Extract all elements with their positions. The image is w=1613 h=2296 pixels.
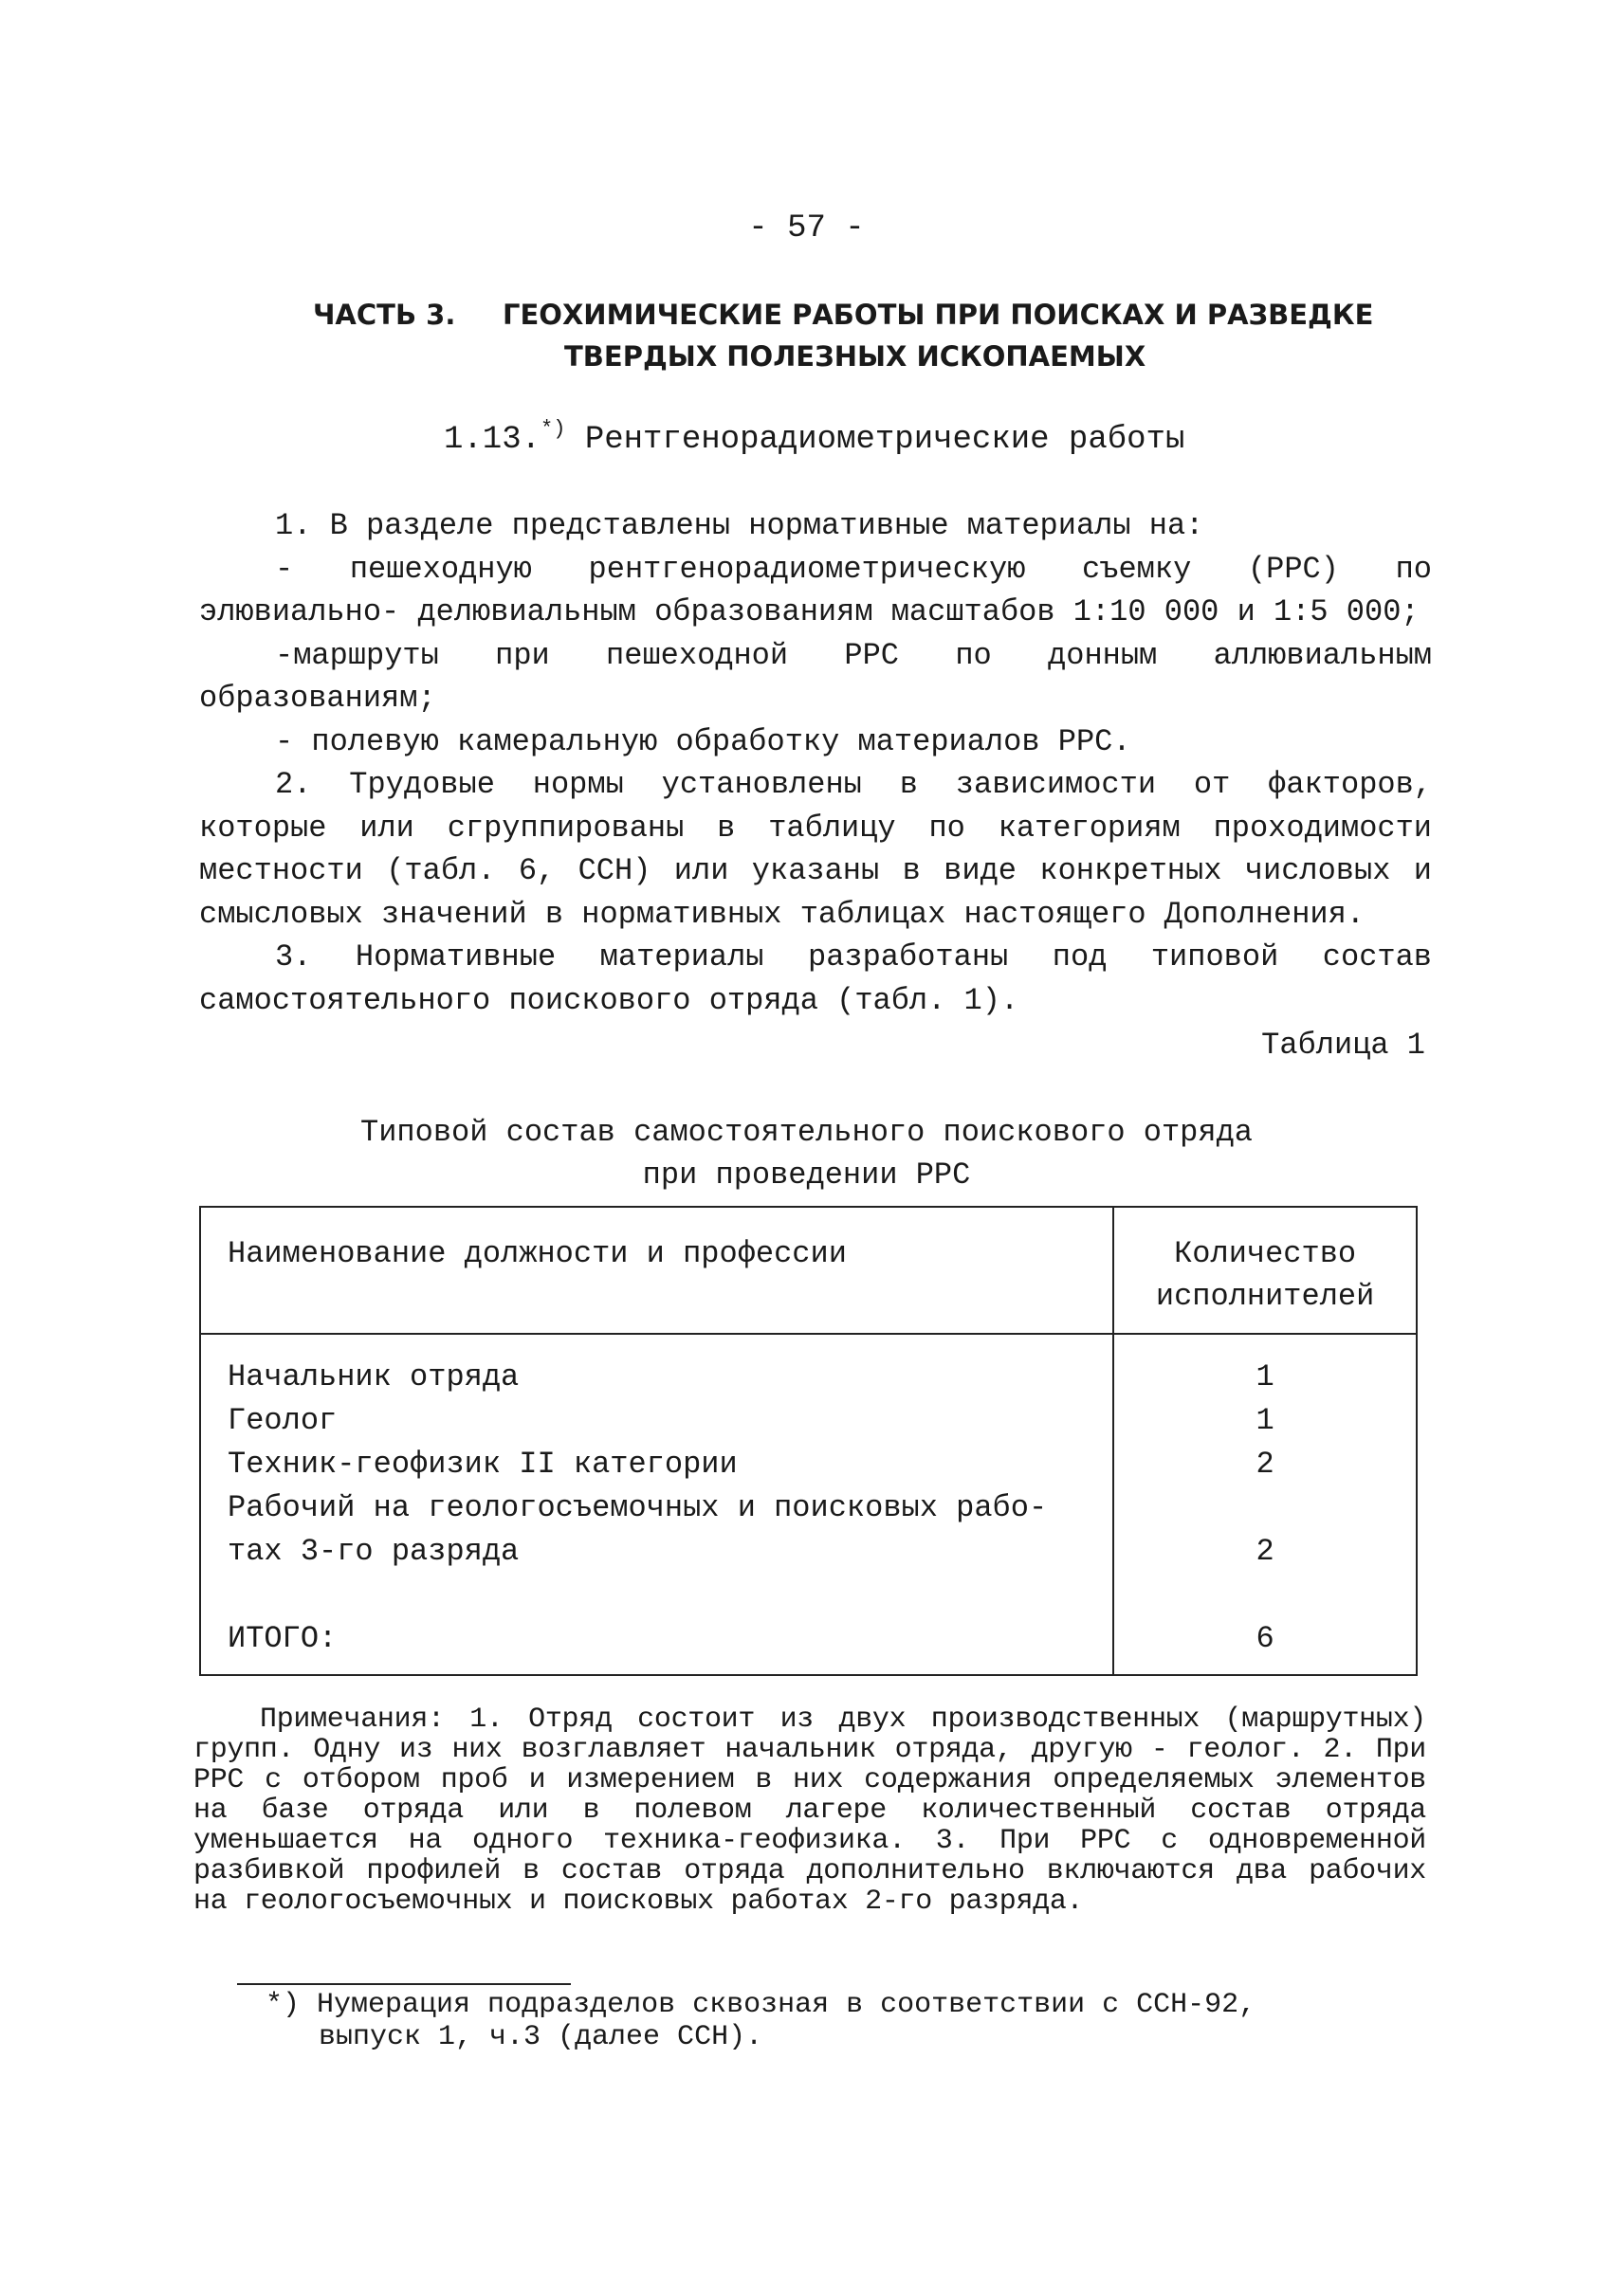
row-name-line1: Рабочий на геологосъемочных и поисковых рабо- — [228, 1490, 1048, 1525]
footnote-line2: выпуск 1, ч.3 (далее ССН). — [319, 2021, 763, 2053]
paragraph: 1. В разделе представлены нормативные материалы на: — [275, 508, 1204, 543]
table-row — [200, 1334, 1417, 1399]
section-footnote-mark: *) — [541, 417, 566, 441]
paragraph: - пешеходную рентгенорадиометрическую съемку (РРС) по элювиально- делювиальным образованиям масштабов 1:10 000 и 1:5 000; — [199, 551, 1432, 629]
notes-text: Примечания: 1. Отряд состоит из двух производственных (маршрутных) групп. Одну из них возглавляет начальник отряда, другую - геолог. 2. При РРС с отбором проб и измерением в них содержания определяемых элементов на базе отряда или в полевом лагере количественный состав отряда уменьшается на одного техника-геофизика. 3. При РРС с одновременной разбивкой профилей в состав отряда дополнительно включаются два рабочих на геологосъемочных и поисковых работах 2-го разряда. — [193, 1704, 1426, 1918]
paragraph: -маршруты при пешеходной РРС по донным аллювиальным образованиям; — [199, 637, 1432, 716]
header-qty — [1113, 1207, 1417, 1334]
part-title-line1: ГЕОХИМИЧЕСКИЕ РАБОТЫ ПРИ ПОИСКАХ И РАЗВЕДКЕ — [503, 299, 1374, 331]
footnote-divider — [237, 1983, 571, 1985]
staff-table-wrapper — [199, 1206, 1418, 1676]
footnote — [266, 1989, 1422, 2053]
header-qty-line1: Количество — [1174, 1236, 1357, 1271]
part-heading — [313, 294, 1384, 377]
staff-table — [199, 1206, 1418, 1676]
part-label: ЧАСТЬ 3. — [313, 299, 456, 331]
row-qty: 1 — [1113, 1399, 1417, 1443]
spacer-cell — [1113, 1574, 1417, 1617]
table-notes — [193, 1704, 1426, 1917]
header-name: Наименование должности и профессии — [200, 1207, 1113, 1334]
paragraph: 2. Трудовые нормы установлены в зависимости от факторов, которые или сгруппированы в таблицу по категориям проходимости местности (табл. 6, ССН) или указаны в виде конкретных числовых и смысловых значений в нормативных таблицах настоящего Дополнения. — [199, 767, 1432, 932]
row-qty: 2 — [1113, 1486, 1417, 1574]
page-number: - 57 - — [748, 210, 865, 246]
table-title-line2: при проведении РРС — [642, 1157, 971, 1193]
total-label: ИТОГО: — [200, 1617, 1113, 1675]
section-heading — [444, 417, 1184, 458]
table-total-row — [200, 1617, 1417, 1675]
section-number: 1.13. — [444, 422, 541, 458]
table-title-line1: Типовой состав самостоятельного поискового отряда — [360, 1115, 1253, 1150]
footnote-line1: Нумерация подразделов сквозная в соответствии с ССН-92, — [317, 1989, 1256, 2021]
part-title-line2: ТВЕРДЫХ ПОЛЕЗНЫХ ИСКОПАЕМЫХ — [564, 340, 1146, 373]
total-qty: 6 — [1113, 1617, 1417, 1675]
table-row — [200, 1486, 1417, 1574]
spacer-cell — [200, 1574, 1113, 1617]
row-name: Техник-геофизик II категории — [200, 1443, 1113, 1486]
body-text — [199, 504, 1432, 1022]
section-title: Рентгенорадиометрические работы — [584, 422, 1185, 458]
table-spacer-row — [200, 1574, 1417, 1617]
table-row — [200, 1443, 1417, 1486]
footnote-mark: *) — [266, 1989, 301, 2021]
row-qty: 2 — [1113, 1443, 1417, 1486]
table-row — [200, 1399, 1417, 1443]
table-header-row — [200, 1207, 1417, 1334]
header-qty-line2: исполнителей — [1155, 1279, 1375, 1314]
paragraph: 3. Нормативные материалы разработаны под типовой состав самостоятельного поискового отряда (табл. 1). — [199, 939, 1432, 1018]
table-title — [0, 1111, 1613, 1196]
row-qty: 1 — [1113, 1334, 1417, 1399]
row-name: Геолог — [200, 1399, 1113, 1443]
row-name — [200, 1486, 1113, 1574]
table-label: Таблица 1 — [1261, 1028, 1425, 1063]
row-name-line2: тах 3-го разряда — [228, 1534, 520, 1569]
paragraph: - полевую камеральную обработку материалов РРС. — [275, 723, 1131, 759]
row-name: Начальник отряда — [200, 1334, 1113, 1399]
